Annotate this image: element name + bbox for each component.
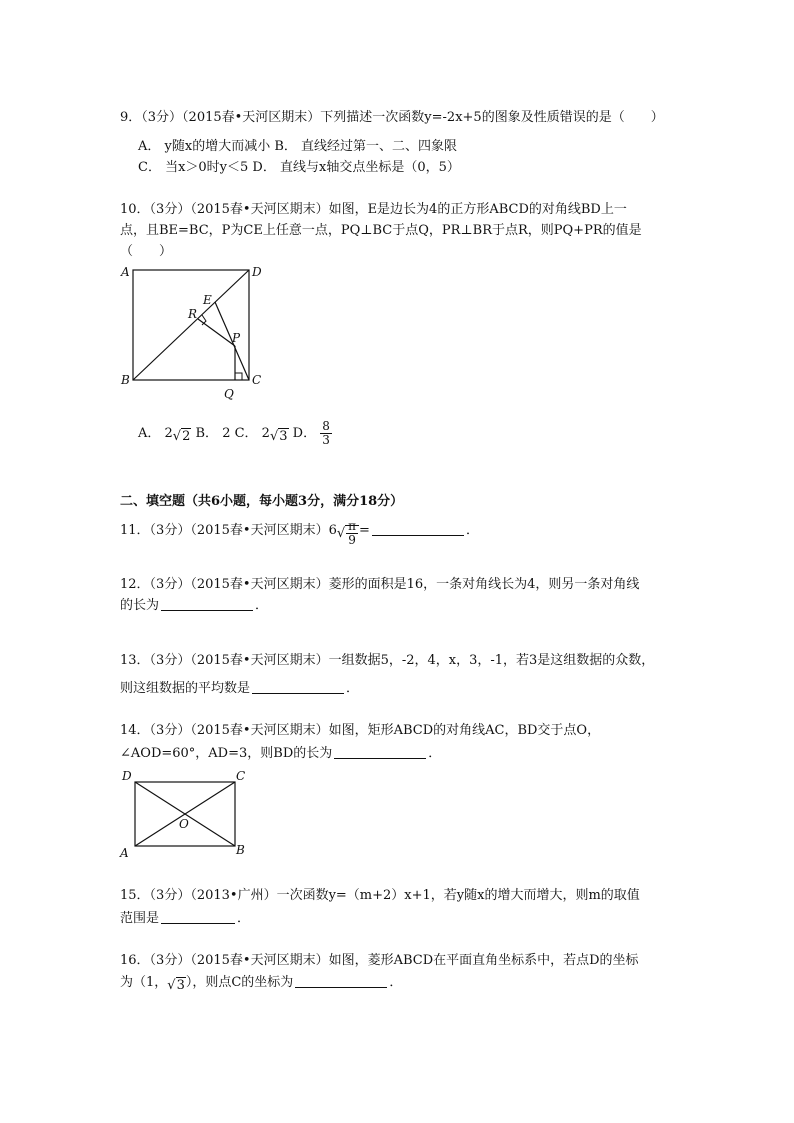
fraction-eight-thirds: $\frac{8}{3}$: [322, 419, 330, 447]
q14-line1: 14．（3分）（2015春•天河区期末）如图，矩形ABCD的对角线AC，BD交于点O，: [120, 723, 601, 738]
label-e: E: [203, 293, 212, 307]
label-c: C: [236, 769, 246, 783]
answer-blank[interactable]: [295, 975, 387, 988]
right-angle-q: [235, 373, 242, 380]
label-a: A: [121, 265, 130, 279]
sqrt-two: √2: [172, 429, 191, 444]
q14-rectangle-figure: [118, 768, 254, 860]
answer-blank[interactable]: [334, 746, 426, 759]
answer-blank[interactable]: [372, 523, 464, 536]
q10-square-figure: [118, 262, 270, 402]
right-angle-r: [202, 315, 206, 325]
q10-stem-line1: 10．（3分）（2015春•天河区期末）如图，E是边长为4的正方形ABCD的对角线BD上一: [120, 202, 627, 217]
label-r: R: [188, 307, 198, 321]
label-d: D: [122, 769, 132, 783]
label-p: P: [232, 331, 241, 345]
answer-blank[interactable]: [252, 681, 344, 694]
answer-blank[interactable]: [161, 598, 253, 611]
label-d: D: [252, 265, 262, 279]
q9-options-ab: A． y随x的增大而减小 B． 直线经过第一、二、四象限: [138, 139, 458, 154]
q16-line1: 16．（3分）（2015春•天河区期末）如图，菱形ABCD在平面直角坐标系中，若点D的坐标: [120, 953, 639, 968]
q16-line2: 为（1，√3），则点C的坐标为 ．: [120, 975, 403, 993]
q10-stem-line2: 点，且BE=BC，P为CE上任意一点，PQ⊥BC于点Q，PR⊥BR于点R，则PQ+PR的值是: [120, 223, 642, 238]
q9-stem: 9．（3分）（2015春•天河区期末）下列描述一次函数y=-2x+5的图象及性质错误的是（ ）: [120, 110, 664, 125]
label-b: B: [121, 373, 130, 387]
diagonal-bd: [133, 270, 249, 380]
q12-line2: 的长为 ．: [120, 598, 269, 613]
q10-options: A． 2√2 B． 2 C． 2√3 D． $\frac{8}{3}$: [138, 419, 330, 447]
q12-line1: 12．（3分）（2015春•天河区期末）菱形的面积是16，一条对角线长为4，则另一条对角线: [120, 577, 640, 592]
sqrt-three: √3: [269, 429, 288, 444]
label-o: O: [179, 817, 189, 831]
label-b: B: [236, 843, 245, 857]
q13-line1: 13．（3分）（2015春•天河区期末）一组数据5，-2，4，x，3，-1，若3是这组数据的众数，: [120, 653, 655, 668]
sqrt-three: √3: [167, 978, 185, 993]
label-q: Q: [224, 387, 234, 401]
q13-line2: 则这组数据的平均数是 ．: [120, 681, 360, 696]
section-title: 二、填空题（共6小题，每小题3分，满分18分）: [120, 494, 404, 509]
label-a: A: [120, 846, 129, 860]
q10-stem-line3: （ ）: [120, 244, 173, 259]
q15-line1: 15．（3分）（2013•广州）一次函数y=（m+2）x+1，若y随x的增大而增大，则m的取值: [120, 888, 640, 903]
sqrt-pi-over-nine: √ $\frac{\pi}{9}$: [337, 520, 359, 547]
q9-options-cd: C． 当x＞0时y＜5 D． 直线与x轴交点坐标是（0，5）: [138, 160, 460, 175]
q15-line2: 范围是 ．: [120, 911, 251, 926]
q14-line2: ∠AOD=60°，AD=3，则BD的长为 ．: [120, 746, 442, 761]
answer-blank[interactable]: [161, 911, 235, 924]
q11: 11．（3分）（2015春•天河区期末）6√ $\frac{\pi}{9}$ = ．: [120, 519, 479, 547]
label-c: C: [252, 373, 262, 387]
